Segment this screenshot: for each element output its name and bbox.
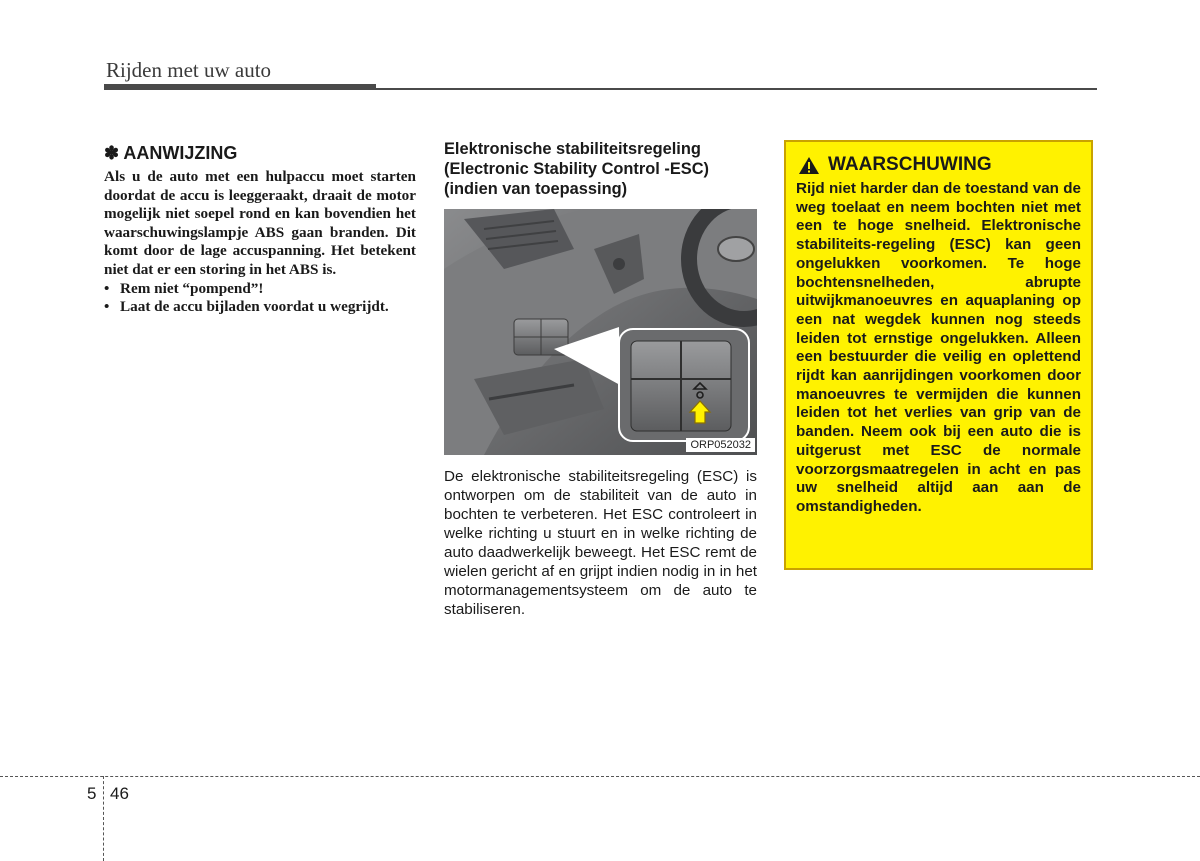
footer-rule: [0, 776, 1200, 777]
warning-title: WAARSCHUWING: [828, 154, 992, 175]
esc-button-illustration: [444, 209, 757, 455]
dashboard-illustration: [444, 209, 757, 455]
note-column: [104, 143, 416, 317]
section-body: De elektronische stabiliteitsregeling (ESC) is ontworpen om de stabiliteit van de auto in bochten te verbeteren. Het ESC controleert in welke richting u stuurt en in welke richting de auto daadwerkelijk beweegt. Het ESC remt de wielen gericht af en grijpt indien nodig in in het motormanagementsysteem om de auto te stabiliseren.: [444, 468, 757, 618]
warning-triangle-icon: [798, 156, 820, 175]
note-heading: ✽ AANWIJZING: [104, 143, 238, 163]
header-rule: [104, 88, 1097, 90]
list-item: [104, 280, 416, 299]
footer-divider: [103, 776, 104, 861]
list-item-text: Rem niet “pompend”!: [120, 279, 264, 297]
warning-body: Rijd niet harder dan de toestand van de weg toelaat en neem bochten niet met een te hoge snelheid. Elektronische stabiliteits-regeling (ESC) kan geen ongelukken voorkomen. Te hoge bochtensnelheden, abrupte uitwijkmanoeuvres en aquaplaning op een nat wegdek kunnen nog steeds leiden tot ernstige ongelukken. Alleen een bestuurder die veilig en oplettend rijdt kan aanrijdingen voorkomen door manoeuvres te vermijden die kunnen leiden tot het verlies van grip van de banden. Neem ook bij een auto die is uitgerust met ESC de normale voorzorgsmaatregelen in acht en pas uw snelheid altijd aan aan de omstandigheden.: [796, 180, 1081, 515]
note-list: [104, 280, 416, 317]
section-title: Elektronische stabiliteitsregeling (Electronic Stability Control -ESC) (indien van toepassing): [444, 140, 710, 198]
warning-box: [784, 140, 1093, 570]
note-body: Als u de auto met een hulpaccu moet starten doordat de accu is leeggeraakt, draait de motor mogelijk niet soepel rond en kan bovendien het waarschuwingslampje ABS gaan branden. Dit komt door de lage accuspanning. Het betekent niet dat er een storing in het ABS is.: [104, 168, 416, 278]
bullet: •: [104, 298, 110, 316]
warning-header: [796, 154, 1081, 176]
bullet: •: [104, 279, 110, 297]
chapter-number: 5: [87, 784, 97, 803]
esc-section: [444, 139, 757, 619]
page-header-title: Rijden met uw auto: [106, 58, 272, 82]
list-item-text: Laat de accu bijladen voordat u wegrijdt.: [120, 298, 389, 316]
figure-code: ORP052032: [686, 438, 755, 452]
list-item: [104, 298, 416, 317]
page-number: 46: [110, 784, 129, 803]
